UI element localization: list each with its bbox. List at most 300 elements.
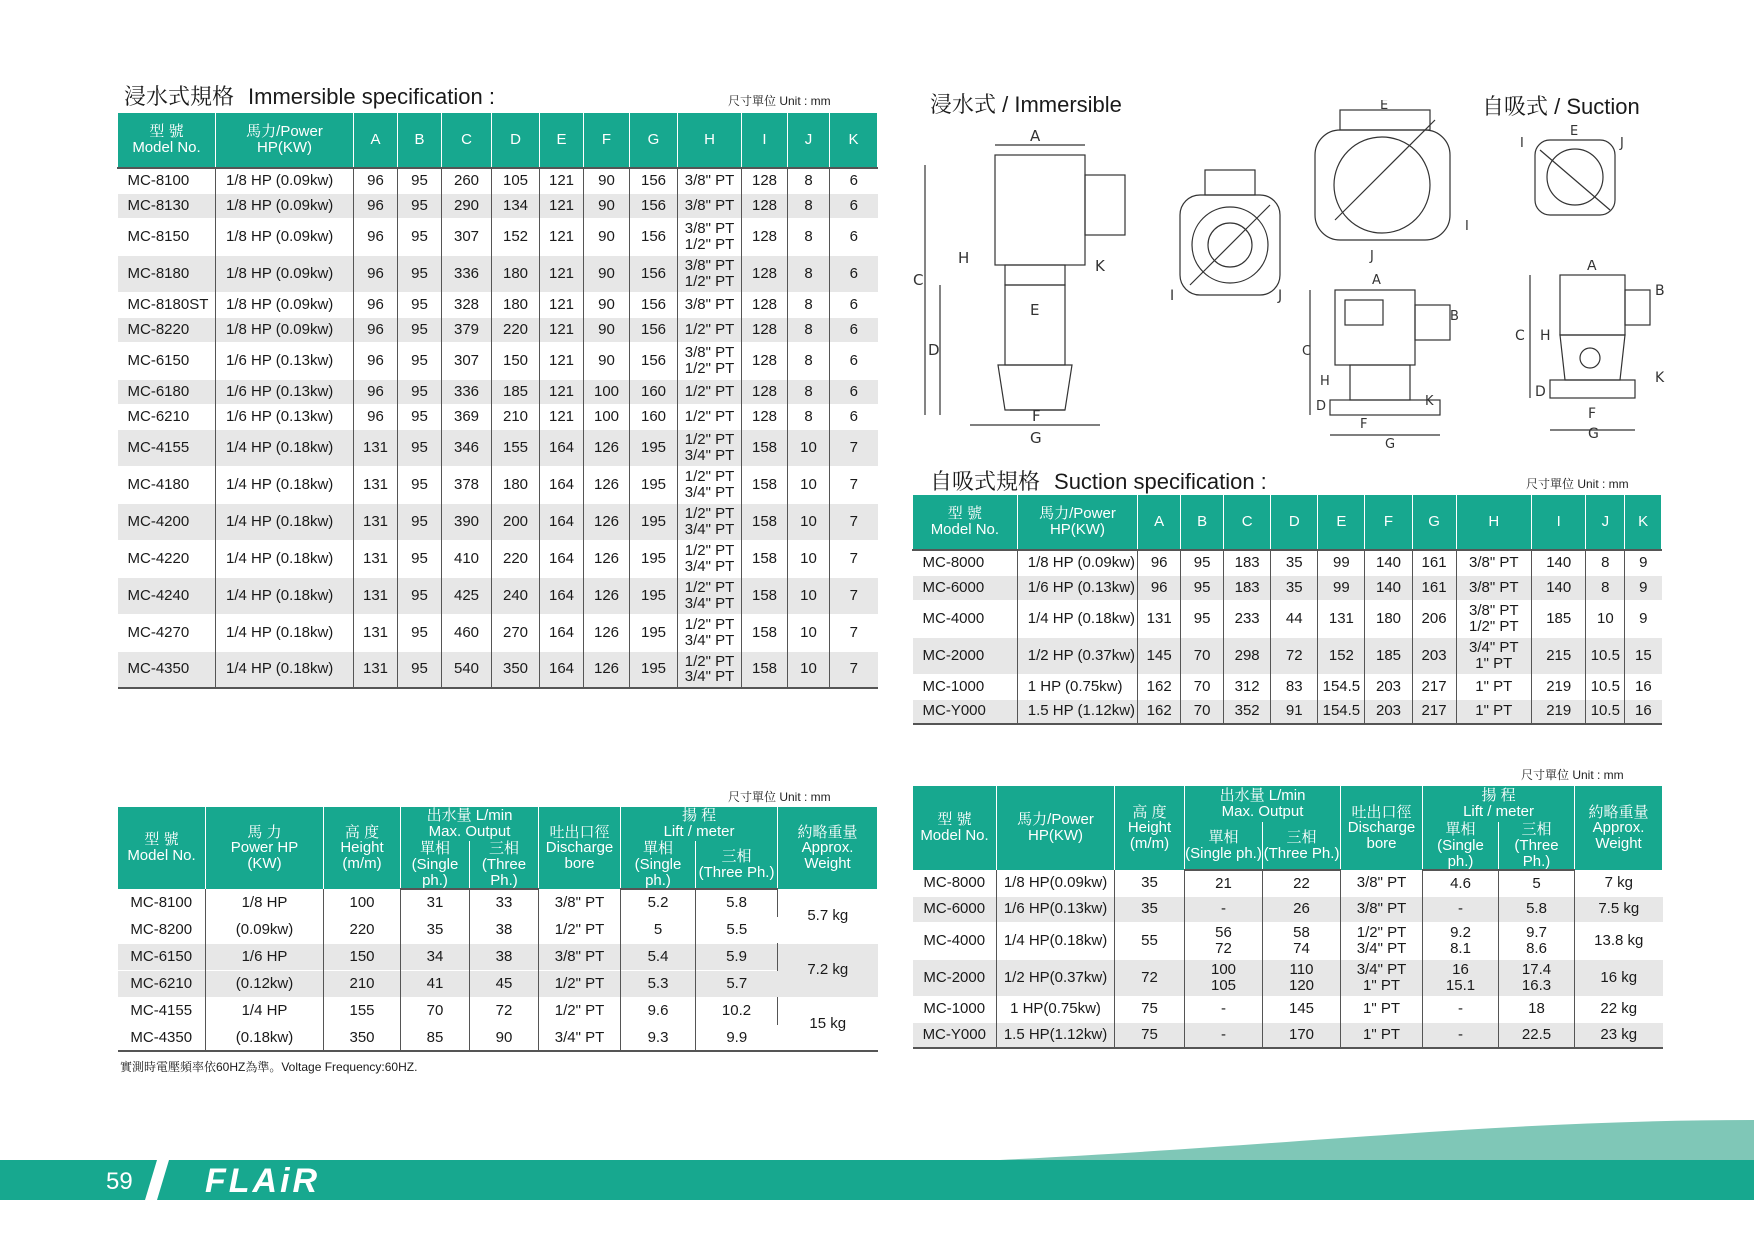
single-output-cell: 41 bbox=[401, 970, 470, 997]
dim-c: 540 bbox=[442, 651, 492, 688]
dim-j: 8 bbox=[788, 379, 830, 404]
svg-text:C: C bbox=[1302, 344, 1312, 359]
model-cell: MC-4220 bbox=[118, 540, 216, 577]
three-output-cell bbox=[1263, 959, 1341, 996]
dim-k: 6 bbox=[830, 193, 878, 218]
dim-h-line2: 3/4" PT bbox=[684, 594, 735, 612]
dim-b: 95 bbox=[398, 429, 442, 466]
header-power: 馬 力 Power HP (KW) bbox=[206, 807, 324, 889]
lift-single-cell bbox=[1423, 870, 1499, 896]
header-dim-e: E bbox=[540, 113, 584, 168]
dim-k: 9 bbox=[1639, 553, 1648, 571]
three-output-cell-line1: 170 bbox=[1288, 1026, 1315, 1044]
dim-a: 96 bbox=[354, 255, 398, 292]
header-dim-i: I bbox=[1531, 495, 1585, 550]
model-cell: MC-1000 bbox=[913, 996, 997, 1022]
dim-g: 161 bbox=[1412, 550, 1456, 575]
dim-j: 10 bbox=[788, 540, 830, 577]
height-cell: 35 bbox=[1115, 896, 1185, 922]
dim-a: 131 bbox=[354, 466, 398, 503]
model-cell: MC-8180ST bbox=[118, 292, 216, 317]
dim-a: 131 bbox=[354, 503, 398, 540]
dim-f: 126 bbox=[584, 614, 630, 651]
dim-a: 96 bbox=[354, 404, 398, 429]
weight-cell: 23 kg bbox=[1575, 1022, 1663, 1048]
dim-k: 9 bbox=[1625, 575, 1662, 600]
dim-c: 379 bbox=[442, 317, 492, 342]
svg-text:E: E bbox=[1570, 125, 1579, 139]
dim-h bbox=[678, 429, 742, 466]
dim-h bbox=[678, 577, 742, 614]
dim-h bbox=[1456, 575, 1531, 600]
dim-h bbox=[678, 651, 742, 688]
model-cell: MC-8180 bbox=[118, 255, 216, 292]
dim-c: 260 bbox=[442, 168, 492, 193]
svg-text:I: I bbox=[1520, 136, 1524, 151]
table-row bbox=[118, 943, 878, 970]
dim-h bbox=[678, 540, 742, 577]
dim-k: 9 bbox=[1639, 609, 1648, 627]
dim-d: 200 bbox=[492, 503, 540, 540]
header-bore: 吐出口徑 Discharge bore bbox=[1341, 786, 1423, 870]
power-cell: 1/2 HP (0.37kw) bbox=[1017, 637, 1137, 674]
power-cell: 1/4 HP (0.18kw) bbox=[1017, 600, 1137, 637]
bore-cell: 1/2" PT bbox=[539, 916, 621, 943]
three-output-cell-line2: 74 bbox=[1293, 939, 1310, 957]
model-cell: MC-6180 bbox=[118, 379, 216, 404]
dim-h-line1: 3/8" PT bbox=[1469, 553, 1519, 571]
header-dim-c: C bbox=[1224, 495, 1271, 550]
dim-e: 164 bbox=[540, 614, 584, 651]
dim-j: 8 bbox=[788, 292, 830, 317]
immersible-side-drawing bbox=[910, 125, 1170, 450]
three-output-cell: 33 bbox=[470, 889, 539, 916]
single-output-cell-line2: 105 bbox=[1210, 976, 1237, 994]
header-dim-k: K bbox=[830, 113, 878, 168]
bore-cell bbox=[1341, 870, 1423, 896]
dim-k: 16 bbox=[1625, 699, 1662, 724]
bore-cell: 3/8" PT bbox=[539, 943, 621, 970]
dim-c: 460 bbox=[442, 614, 492, 651]
lift-single-cell bbox=[1423, 1022, 1499, 1048]
lift-three-cell bbox=[1499, 1022, 1575, 1048]
single-output-cell bbox=[1185, 922, 1263, 959]
dim-h bbox=[678, 503, 742, 540]
dim-c: 290 bbox=[442, 193, 492, 218]
dim-c: 369 bbox=[442, 404, 492, 429]
power-cell: 1.5 HP (1.12kw) bbox=[1017, 699, 1137, 724]
single-output-cell-line1: 21 bbox=[1215, 874, 1232, 892]
svg-text:H: H bbox=[1320, 374, 1330, 389]
dim-k: 7 bbox=[830, 651, 878, 688]
header-dim-f: F bbox=[1365, 495, 1412, 550]
dim-g: 156 bbox=[630, 218, 678, 255]
dim-g: 195 bbox=[630, 577, 678, 614]
power-cell: 1/8 HP (0.09kw) bbox=[216, 255, 354, 292]
power-cell: 1/8 HP (0.09kw) bbox=[216, 193, 354, 218]
dim-h-line2: 1/2" PT bbox=[684, 272, 735, 290]
table-row bbox=[118, 916, 878, 943]
table-row bbox=[118, 379, 878, 404]
weight-cell: 15 kg bbox=[809, 1015, 847, 1033]
lift-three-cell-line2: 8.6 bbox=[1526, 939, 1547, 957]
three-output-cell bbox=[1263, 996, 1341, 1022]
dim-e: 164 bbox=[540, 429, 584, 466]
dim-d: 155 bbox=[492, 429, 540, 466]
model-cell: MC-4155 bbox=[118, 997, 206, 1024]
dim-i: 158 bbox=[742, 503, 788, 540]
bore-cell-line1: 1/2" PT bbox=[1356, 924, 1407, 941]
table-row bbox=[118, 429, 878, 466]
power-cell: (0.18kw) bbox=[206, 1024, 324, 1051]
model-cell: MC-8150 bbox=[118, 218, 216, 255]
dim-i: 128 bbox=[742, 292, 788, 317]
dim-b: 95 bbox=[1181, 575, 1224, 600]
lift-three-cell-line1: 5 bbox=[1532, 874, 1541, 892]
dim-h-line1: 1/2" PT bbox=[684, 504, 735, 522]
three-output-cell bbox=[1263, 870, 1341, 896]
table-row bbox=[118, 577, 878, 614]
height-cell: 75 bbox=[1115, 1022, 1185, 1048]
dim-h-line2: 3/4" PT bbox=[684, 668, 735, 686]
lift-three-cell: 5.7 bbox=[696, 970, 778, 997]
dim-k: 7 bbox=[849, 475, 858, 493]
dim-a: 96 bbox=[354, 317, 398, 342]
three-output-cell: 90 bbox=[470, 1024, 539, 1051]
dim-g: 203 bbox=[1412, 637, 1456, 674]
dim-g: 156 bbox=[630, 193, 678, 218]
dim-d: 220 bbox=[492, 540, 540, 577]
model-cell: MC-4350 bbox=[118, 1024, 206, 1051]
dim-j: 10.5 bbox=[1586, 637, 1625, 674]
lift-three-cell bbox=[1499, 922, 1575, 959]
three-output-cell bbox=[1263, 896, 1341, 922]
power-cell: 1/6 HP (0.13kw) bbox=[1017, 575, 1137, 600]
dim-k: 7 bbox=[830, 577, 878, 614]
table-row bbox=[913, 896, 1663, 922]
header-lift-three: 三相 (Three Ph.) bbox=[696, 841, 778, 889]
dim-g: 217 bbox=[1412, 699, 1456, 724]
lift-single-cell bbox=[1423, 896, 1499, 922]
model-cell: MC-4270 bbox=[118, 614, 216, 651]
lift-single-cell-line1: - bbox=[1458, 900, 1464, 918]
power-cell: 1/2 HP(0.37kw) bbox=[997, 959, 1115, 996]
dim-h-line1: 1/2" PT bbox=[684, 578, 735, 596]
dim-b: 70 bbox=[1181, 699, 1224, 724]
lift-three-cell bbox=[1499, 996, 1575, 1022]
bore-cell bbox=[1341, 996, 1423, 1022]
dim-g: 160 bbox=[630, 379, 678, 404]
model-cell: MC-6150 bbox=[118, 342, 216, 379]
table-row bbox=[913, 600, 1662, 637]
dim-h bbox=[678, 193, 742, 218]
dim-j: 10 bbox=[788, 614, 830, 651]
dim-h-line1: 1" PT bbox=[1475, 702, 1513, 720]
dim-a: 131 bbox=[354, 540, 398, 577]
table-row bbox=[118, 614, 878, 651]
table-row bbox=[118, 342, 878, 379]
dim-h-line2: 3/4" PT bbox=[684, 631, 735, 649]
lift-three-cell-line1: 18 bbox=[1528, 1000, 1545, 1018]
dim-g: 161 bbox=[1412, 575, 1456, 600]
svg-text:G: G bbox=[1385, 437, 1396, 450]
dim-b: 95 bbox=[398, 466, 442, 503]
dim-d: 240 bbox=[492, 577, 540, 614]
header-model: 型 號 Model No. bbox=[913, 786, 997, 870]
model-cell: MC-6000 bbox=[913, 896, 997, 922]
dim-h-line1: 1" PT bbox=[1475, 677, 1513, 695]
model-cell: MC-4000 bbox=[913, 600, 1018, 637]
dim-c: 183 bbox=[1224, 575, 1271, 600]
dim-f: 140 bbox=[1365, 575, 1412, 600]
single-output-cell bbox=[1185, 1022, 1263, 1048]
dim-f: 100 bbox=[584, 379, 630, 404]
bore-cell-line2: 1" PT bbox=[1363, 976, 1401, 994]
table-row bbox=[118, 970, 878, 997]
dim-a: 145 bbox=[1138, 637, 1181, 674]
dim-j: 10.5 bbox=[1586, 699, 1625, 724]
immersible-perf-table bbox=[117, 807, 878, 1052]
single-output-cell: 70 bbox=[401, 997, 470, 1024]
voltage-note: 實測時電壓頻率依60HZ為準。Voltage Frequency:60HZ. bbox=[120, 1060, 418, 1074]
dim-b: 95 bbox=[398, 292, 442, 317]
dim-d: 152 bbox=[492, 218, 540, 255]
header-dim-h: H bbox=[1456, 495, 1531, 550]
dim-e: 152 bbox=[1318, 637, 1365, 674]
svg-text:F: F bbox=[1032, 407, 1041, 425]
dim-h bbox=[678, 168, 742, 193]
dim-c: 307 bbox=[442, 218, 492, 255]
model-cell: MC-8100 bbox=[118, 168, 216, 193]
dim-c: 298 bbox=[1224, 637, 1271, 674]
dim-h-line2: 1/2" PT bbox=[1469, 617, 1519, 635]
three-output-cell-line1: 110 bbox=[1289, 961, 1314, 978]
header-lift: 揚 程 Lift / meter bbox=[1423, 786, 1575, 822]
dim-h bbox=[1456, 699, 1531, 724]
dim-c: 390 bbox=[442, 503, 492, 540]
dim-g: 195 bbox=[630, 651, 678, 688]
lift-single-cell: 5.4 bbox=[621, 943, 696, 970]
dim-j: 10 bbox=[788, 651, 830, 688]
dim-d: 72 bbox=[1271, 637, 1318, 674]
dim-g: 156 bbox=[630, 342, 678, 379]
dim-j: 8 bbox=[788, 255, 830, 292]
power-cell: 1/4 HP (0.18kw) bbox=[216, 577, 354, 614]
dim-g: 156 bbox=[630, 292, 678, 317]
dim-c: 346 bbox=[442, 429, 492, 466]
dim-c: 328 bbox=[442, 292, 492, 317]
table-row bbox=[118, 168, 878, 193]
dim-c: 233 bbox=[1224, 600, 1271, 637]
dim-b: 95 bbox=[398, 651, 442, 688]
dim-a: 96 bbox=[354, 168, 398, 193]
model-cell: MC-6150 bbox=[118, 943, 206, 970]
lift-three-cell-line1: 17.4 bbox=[1521, 961, 1552, 978]
table-row bbox=[913, 699, 1662, 724]
dim-i: 158 bbox=[742, 614, 788, 651]
table-row bbox=[118, 218, 878, 255]
svg-text:G: G bbox=[1030, 429, 1042, 447]
header-power: 馬力/Power HP(KW) bbox=[1017, 495, 1137, 550]
single-output-cell-line1: - bbox=[1221, 900, 1226, 918]
dim-h-line2: 3/4" PT bbox=[684, 446, 735, 464]
model-cell: MC-6000 bbox=[913, 575, 1018, 600]
three-output-cell-line1: 26 bbox=[1293, 900, 1310, 918]
header-lift-single: 單相 (Single ph.) bbox=[621, 841, 696, 889]
dim-a: 131 bbox=[354, 614, 398, 651]
dim-e: 131 bbox=[1318, 600, 1365, 637]
height-cell: 35 bbox=[1115, 870, 1185, 896]
bore-cell-line1: 3/4" PT bbox=[1356, 961, 1407, 978]
header-dim-d: D bbox=[492, 113, 540, 168]
weight-cell: 5.7 kg bbox=[807, 907, 849, 925]
three-output-cell: 45 bbox=[470, 970, 539, 997]
table-row bbox=[118, 651, 878, 688]
dim-e: 121 bbox=[540, 379, 584, 404]
dim-f: 126 bbox=[584, 540, 630, 577]
dim-a: 131 bbox=[354, 577, 398, 614]
table-row bbox=[118, 503, 878, 540]
single-output-cell bbox=[1185, 896, 1263, 922]
model-cell: MC-4180 bbox=[118, 466, 216, 503]
three-output-cell-line1: 145 bbox=[1288, 1000, 1315, 1018]
dim-j: 10 bbox=[788, 466, 830, 503]
height-cell: 210 bbox=[324, 970, 401, 997]
dim-c: 336 bbox=[442, 255, 492, 292]
dim-b: 70 bbox=[1181, 637, 1224, 674]
three-output-cell-line1: 22 bbox=[1293, 874, 1310, 892]
header-output: 出水量 L/min Max. Output bbox=[401, 807, 539, 841]
dim-e: 121 bbox=[540, 317, 584, 342]
dim-j: 8 bbox=[788, 168, 830, 193]
dim-k: 6 bbox=[830, 317, 878, 342]
dim-h-line1: 3/8" PT bbox=[1469, 601, 1519, 619]
table-row bbox=[913, 996, 1663, 1022]
bore-cell: 1/2" PT bbox=[539, 997, 621, 1024]
power-cell: 1/6 HP (0.13kw) bbox=[216, 342, 354, 379]
suction-spec-table bbox=[912, 495, 1662, 725]
single-output-cell: 35 bbox=[401, 916, 470, 943]
dim-f: 185 bbox=[1365, 637, 1412, 674]
suction-spec-unit: 尺寸單位 Unit : mm bbox=[1526, 477, 1629, 491]
dim-b: 95 bbox=[398, 255, 442, 292]
dim-a: 96 bbox=[354, 292, 398, 317]
svg-text:K: K bbox=[1425, 394, 1434, 409]
single-output-cell: 34 bbox=[401, 943, 470, 970]
dim-k: 6 bbox=[849, 407, 858, 425]
header-dim-e: E bbox=[1318, 495, 1365, 550]
height-cell: 55 bbox=[1115, 922, 1185, 959]
dim-d: 83 bbox=[1271, 674, 1318, 699]
single-output-cell-line2: 72 bbox=[1215, 939, 1232, 957]
dim-i: 140 bbox=[1531, 575, 1585, 600]
header-bore: 吐出口徑 Discharge bore bbox=[539, 807, 621, 889]
dim-f: 90 bbox=[584, 255, 630, 292]
table-row bbox=[118, 466, 878, 503]
lift-single-cell: 5 bbox=[621, 916, 696, 943]
dim-i: 128 bbox=[742, 342, 788, 379]
dim-c: 307 bbox=[442, 342, 492, 379]
dim-a: 96 bbox=[354, 342, 398, 379]
dim-e: 164 bbox=[540, 466, 584, 503]
lift-three-cell: 10.2 bbox=[696, 997, 778, 1024]
dim-h-line1: 1/2" PT bbox=[684, 382, 735, 400]
power-cell: 1/6 HP (0.13kw) bbox=[216, 404, 354, 429]
dim-i: 158 bbox=[742, 466, 788, 503]
three-output-cell bbox=[1263, 1022, 1341, 1048]
header-weight: 約略重量 Approx. Weight bbox=[1575, 786, 1663, 870]
dim-f: 100 bbox=[584, 404, 630, 429]
dim-a: 131 bbox=[1138, 600, 1181, 637]
svg-text:I: I bbox=[1465, 219, 1469, 234]
svg-text:F: F bbox=[1360, 417, 1368, 432]
model-cell: MC-4200 bbox=[118, 503, 216, 540]
dim-d: 150 bbox=[492, 342, 540, 379]
dim-e: 164 bbox=[540, 540, 584, 577]
dim-k: 6 bbox=[849, 171, 858, 189]
dim-b: 95 bbox=[398, 614, 442, 651]
bore-cell: 3/8" PT bbox=[539, 889, 621, 916]
dim-j: 8 bbox=[1586, 575, 1625, 600]
dim-h-line1: 1/2" PT bbox=[684, 541, 735, 559]
dim-f: 90 bbox=[584, 168, 630, 193]
dim-c: 378 bbox=[442, 466, 492, 503]
suction-side-drawing-large bbox=[1300, 270, 1475, 450]
dim-e: 121 bbox=[540, 255, 584, 292]
model-cell: MC-6210 bbox=[118, 404, 216, 429]
dim-c: 425 bbox=[442, 577, 492, 614]
svg-text:I: I bbox=[1170, 288, 1175, 304]
dim-k: 7 bbox=[830, 503, 878, 540]
svg-text:G: G bbox=[1588, 426, 1599, 440]
svg-text:J: J bbox=[1370, 249, 1374, 264]
dim-i: 128 bbox=[742, 317, 788, 342]
power-cell: 1/4 HP (0.18kw) bbox=[216, 503, 354, 540]
table-row bbox=[913, 959, 1663, 996]
immersible-spec-title: 浸水式規格 Immersible specification : bbox=[124, 84, 495, 110]
bore-cell-line1: 3/8" PT bbox=[1356, 900, 1407, 918]
suction-top-drawing-small bbox=[1510, 125, 1640, 225]
dim-d: 185 bbox=[492, 379, 540, 404]
dim-d: 270 bbox=[492, 614, 540, 651]
dim-d: 210 bbox=[492, 404, 540, 429]
weight-cell: 7 kg bbox=[1604, 874, 1633, 892]
dim-d: 35 bbox=[1271, 575, 1318, 600]
dim-k: 16 bbox=[1635, 677, 1652, 695]
svg-text:E: E bbox=[1380, 100, 1389, 113]
header-dim-b: B bbox=[1181, 495, 1224, 550]
dim-h bbox=[678, 379, 742, 404]
dim-h-line1: 1/2" PT bbox=[684, 615, 735, 633]
header-dim-j: J bbox=[1586, 495, 1625, 550]
dim-k: 6 bbox=[849, 351, 858, 369]
single-output-cell-line1: - bbox=[1221, 1000, 1226, 1018]
dim-d: 44 bbox=[1271, 600, 1318, 637]
dim-j: 8 bbox=[788, 317, 830, 342]
table-row bbox=[913, 1022, 1663, 1048]
dim-i: 128 bbox=[742, 218, 788, 255]
header-lift: 揚 程 Lift / meter bbox=[621, 807, 778, 841]
header-dim-a: A bbox=[1138, 495, 1181, 550]
suction-drawing-label: 自吸式 / Suction bbox=[1482, 94, 1640, 119]
dim-b: 95 bbox=[398, 379, 442, 404]
power-cell: 1/4 HP (0.18kw) bbox=[216, 540, 354, 577]
dim-e: 99 bbox=[1318, 550, 1365, 575]
dim-b: 95 bbox=[1181, 550, 1224, 575]
lift-single-cell-line1: 4.6 bbox=[1450, 874, 1471, 892]
power-cell: 1/8 HP bbox=[206, 889, 324, 916]
svg-text:K: K bbox=[1655, 370, 1665, 386]
